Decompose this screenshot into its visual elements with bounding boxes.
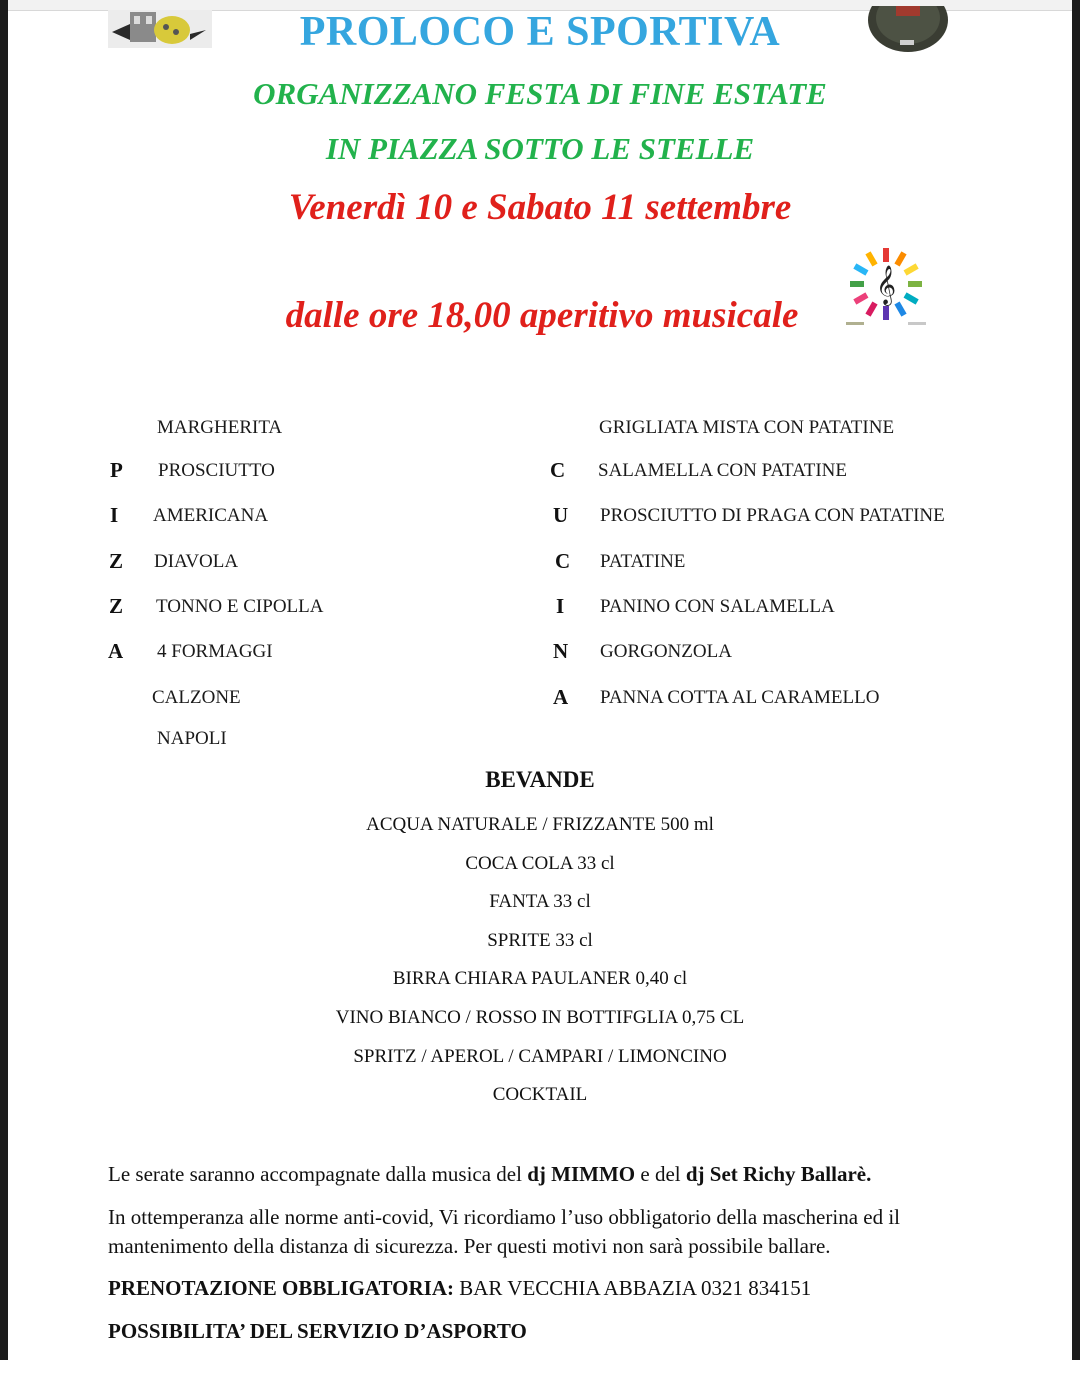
event-dates: Venerdì 10 e Sabato 11 settembre <box>288 187 792 228</box>
pizza-item: DIAVOLA <box>154 551 239 572</box>
page-title: PROLOCO E SPORTIVA <box>299 9 781 55</box>
pizza-letter: Z <box>109 549 124 573</box>
pizza-item: CALZONE <box>152 687 241 708</box>
bevande-item: VINO BIANCO / ROSSO IN BOTTIFGLIA 0,75 CL <box>335 1006 745 1028</box>
cucina-item: PROSCIUTTO DI PRAGA CON PATATINE <box>600 505 945 526</box>
dj-richy: dj Set Richy Ballarè. <box>685 1162 872 1186</box>
pizza-item: NAPOLI <box>157 728 227 749</box>
music-text-a: Le serate saranno accompagnate dalla musica del <box>108 1162 528 1186</box>
pizza-item: MARGHERITA <box>157 417 283 438</box>
cucina-letter: N <box>553 639 569 663</box>
svg-text:𝄞: 𝄞 <box>875 265 897 305</box>
bevande-item: BIRRA CHIARA PAULANER 0,40 cl <box>392 968 688 990</box>
bevande-item: ACQUA NATURALE / FRIZZANTE 500 ml <box>366 814 714 835</box>
bevande-item: COCA COLA 33 cl <box>465 852 615 874</box>
bevande-item: SPRITZ / APEROL / CAMPARI / LIMONCINO <box>353 1045 727 1067</box>
music-paragraph <box>108 1160 988 1189</box>
prenotazione-paragraph <box>108 1274 988 1303</box>
cucina-item: GORGONZOLA <box>600 641 732 662</box>
cucina-item: PANINO CON SALAMELLA <box>600 596 835 617</box>
cucina-item: SALAMELLA CON PATATINE <box>598 460 848 481</box>
pizza-letter: A <box>108 639 124 663</box>
aperitivo-line: dalle ore 18,00 aperitivo musicale <box>285 295 799 336</box>
dj-mimmo: dj MIMMO <box>527 1162 636 1186</box>
cucina-item: PANNA COTTA AL CARAMELLO <box>600 687 880 708</box>
prenotazione-label: PRENOTAZIONE OBBLIGATORIA: <box>108 1276 454 1300</box>
cucina-letter: C <box>550 458 566 482</box>
cucina-letter: I <box>556 594 565 618</box>
cucina-letter: C <box>555 549 571 573</box>
bevande-item: SPRITE 33 cl <box>487 929 593 951</box>
pizza-item: TONNO E CIPOLLA <box>156 596 324 617</box>
bevande-heading: BEVANDE <box>485 767 595 792</box>
pizza-item: PROSCIUTTO <box>158 460 275 481</box>
music-text-b: e del <box>635 1162 686 1186</box>
cucina-letter: U <box>553 503 569 527</box>
pizza-item: 4 FORMAGGI <box>157 641 273 662</box>
bottom-margin <box>0 1360 1080 1379</box>
subtitle-piazza: IN PIAZZA SOTTO LE STELLE <box>325 131 755 166</box>
prenotazione-value: BAR VECCHIA ABBAZIA 0321 834151 <box>453 1276 812 1300</box>
pizza-letter: P <box>110 458 123 482</box>
cucina-letter: A <box>553 685 569 709</box>
cucina-item: GRIGLIATA MISTA CON PATATINE <box>599 417 895 438</box>
pizza-letter: I <box>110 503 119 527</box>
pizza-letter: Z <box>109 594 124 618</box>
covid-paragraph: In ottemperanza alle norme anti-covid, Vi ricordiamo l’uso obbligatorio della mascherina ed il mantenimento della distanza di sicurezza. Per questi motivi non sarà possibile ballare. <box>108 1205 901 1258</box>
pizza-item: AMERICANA <box>153 505 269 526</box>
bevande-item: FANTA 33 cl <box>489 891 591 913</box>
cucina-item: PATATINE <box>600 551 686 572</box>
bevande-list <box>0 812 1080 1121</box>
subtitle-organizzano: ORGANIZZANO FESTA DI FINE ESTATE <box>253 76 827 111</box>
bevande-item: COCKTAIL <box>492 1084 588 1106</box>
asporto-paragraph: POSSIBILITA’ DEL SERVIZIO D’ASPORTO <box>108 1319 527 1343</box>
